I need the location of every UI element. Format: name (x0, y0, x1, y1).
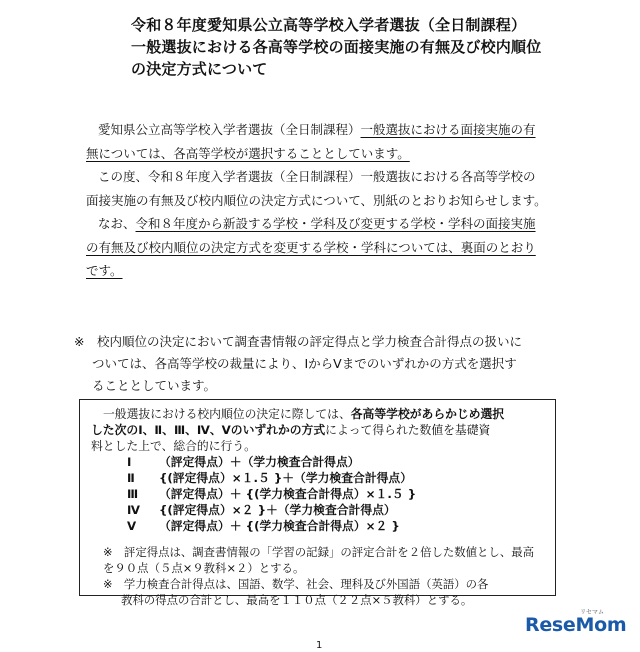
note-line-3: ることとしています。 (92, 378, 217, 393)
title-line-3: の決定方式について (131, 60, 268, 78)
formula-number: Ⅲ (127, 487, 139, 501)
formula-expression: （評定得点）＋ {(学力検査合計得点）×２ } (159, 519, 400, 533)
formula-number: Ⅰ (127, 455, 132, 469)
box-lead-line-3: 料とした上で、総合的に行う。 (91, 439, 256, 453)
paragraph-1-text: 愛知県公立高等学校入学者選抜（全日制課程） (98, 122, 361, 137)
formula-number: Ⅳ (127, 503, 140, 517)
paragraph-3-underlined-cont: の有無及び校内順位の決定方式を変更する学校・学科については、裏面のとおり (86, 239, 536, 255)
box-lead-line-2 (91, 422, 545, 438)
paragraph-1-line-2 (86, 142, 576, 166)
title-line-2: 一般選抜における各高等学校の面接実施の有無及び校内順位 (131, 38, 542, 56)
formula-number: Ⅱ (127, 471, 135, 485)
paragraph-3-underlined-end: です。 (86, 263, 123, 278)
formula-4 (91, 502, 545, 518)
formula-number: Ⅴ (127, 519, 137, 533)
box-lead-text: 一般選抜における校内順位の決定に際しては、 (103, 407, 351, 421)
paragraph-2-line-1: この度、令和８年度入学者選抜（全日制課程）一般選抜における各高等学校の (98, 169, 536, 184)
resemom-logo: ReseMom (525, 614, 627, 636)
paragraph-3-line-1 (86, 212, 576, 236)
method-note (74, 331, 584, 397)
note-line-2: ついては、各高等学校の裁量により、ⅠからⅤまでのいずれかの方式を選択す (92, 356, 517, 371)
box-methods-text: によって得られた数値を基礎資 (325, 423, 491, 437)
note-line-1: ※ 校内順位の決定において調査書情報の評定得点と学力検査合計得点の扱いに (74, 334, 522, 349)
formula-expression: {(評定得点）×１.５ }＋（学力検査合計得点） (159, 471, 413, 485)
paragraph-3-line-2 (86, 236, 576, 260)
remark-2-line-2: 教科の得点の合計とし、最高を１１０点（２２点×５教科）とする。 (121, 593, 473, 607)
remark-2-line-1: ※ 学力検査合計得点は、国語、数学、社会、理科及び外国語（英語）の各 (103, 577, 489, 591)
formula-2 (91, 470, 545, 486)
watermark-subtext: リセマム (580, 609, 604, 616)
paragraph-3-underlined: 令和８年度から新設する学校・学科及び変更する学校・学科の面接実施 (135, 216, 536, 231)
box-lead-bold: 各高等学校があらかじめ選択 (350, 407, 505, 421)
formula-expression: （評定得点）＋（学力検査合計得点） (159, 455, 360, 469)
method-box (79, 399, 556, 607)
paragraph-1-line-1 (86, 118, 576, 142)
formula-5 (91, 518, 545, 534)
formula-3 (91, 486, 545, 502)
paragraph-1-underlined-cont: 無については、各高等学校が選択することとしています。 (86, 145, 410, 161)
paragraph-2-line-2: 面接実施の有無及び校内順位の決定方式について、別紙のとおりお知らせします。 (86, 192, 547, 208)
intro-paragraphs (86, 118, 576, 283)
formula-expression: （評定得点）＋ {(学力検査合計得点）×１.５ } (159, 487, 417, 501)
formula-1 (91, 454, 545, 470)
title-line-1: 令和８年度愛知県公立高等学校入学者選抜（全日制課程） (131, 16, 527, 34)
box-remarks (91, 544, 545, 608)
box-methods-bold: した次のⅠ、Ⅱ、Ⅲ、Ⅳ、Ⅴのいずれかの方式 (91, 423, 326, 437)
paragraph-1-underlined: 一般選抜における面接実施の有 (360, 122, 536, 137)
formula-expression: {(評定得点）×２ }＋（学力検査合計得点） (159, 503, 396, 517)
page-number: 1 (316, 640, 323, 651)
paragraph-3-text: なお、 (98, 216, 136, 231)
document-title (131, 14, 551, 80)
box-lead-line-1 (91, 406, 545, 422)
remark-1: ※ 評定得点は、調査書情報の「学習の記録」の評定合計を２倍した数値とし、最高を９０点（５点×９教科×２）とする。 (103, 545, 534, 575)
formula-list (91, 454, 545, 534)
paragraph-3-line-3 (86, 259, 576, 283)
